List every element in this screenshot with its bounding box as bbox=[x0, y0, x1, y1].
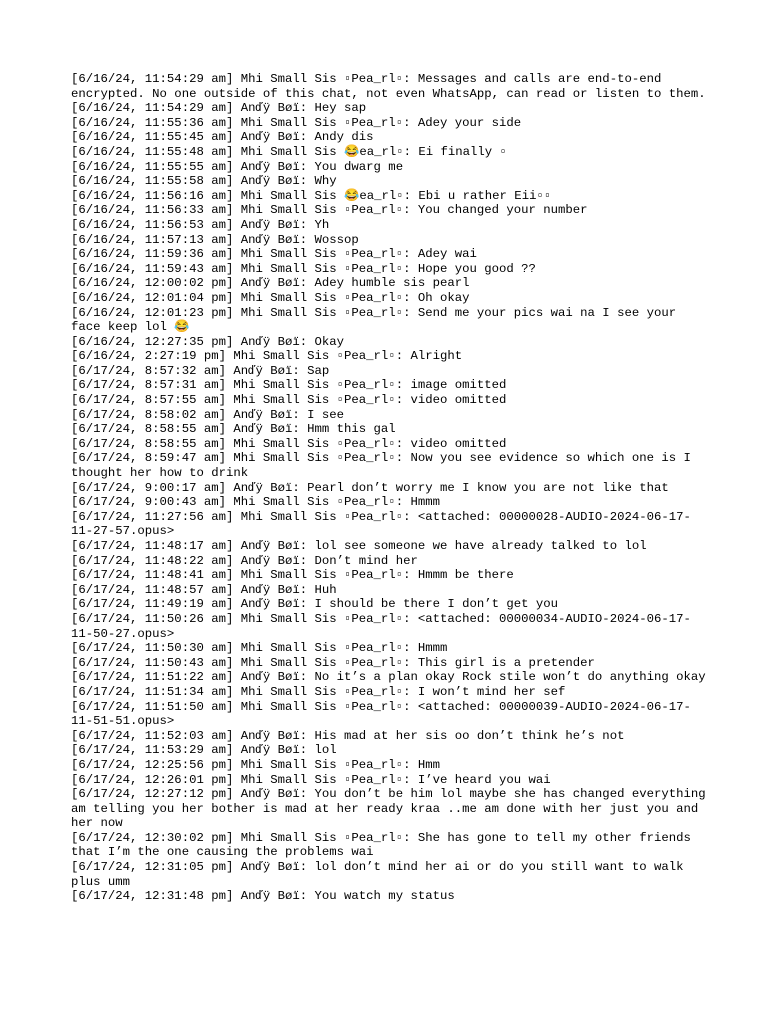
chat-line: [6/17/24, 11:52:03 am] Anďÿ Bøï: His mad at her sis oo don’t think he’s not bbox=[71, 728, 625, 743]
chat-line: [6/16/24, 11:55:48 am] Mhi Small Sis 😂ea_rl▫: Ei finally ▫ bbox=[71, 144, 507, 159]
chat-line: [6/17/24, 11:51:34 am] Mhi Small Sis ▫Pea_rl▫: I won’t mind her sef bbox=[71, 684, 566, 699]
chat-line: [6/17/24, 12:27:12 pm] Anďÿ Bøï: You don’t be him lol maybe she has changed everything am telling you her bother is mad at her ready kraa ..me am done with her just you and her now bbox=[71, 787, 714, 831]
chat-line: [6/16/24, 12:00:02 pm] Anďÿ Bøï: Adey humble sis pearl bbox=[71, 276, 470, 291]
chat-line: [6/16/24, 11:59:36 am] Mhi Small Sis ▫Pea_rl▫: Adey wai bbox=[71, 247, 477, 262]
chat-line: [6/16/24, 11:54:29 am] Anďÿ Bøï: Hey sap bbox=[71, 101, 367, 116]
chat-line: [6/16/24, 11:55:45 am] Anďÿ Bøï: Andy dis bbox=[71, 130, 374, 145]
chat-line: [6/16/24, 11:59:43 am] Mhi Small Sis ▫Pea_rl▫: Hope you good ?? bbox=[71, 261, 536, 276]
chat-line: [6/16/24, 11:56:16 am] Mhi Small Sis 😂ea_rl▫: Ebi u rather Eii▫▫ bbox=[71, 188, 552, 203]
chat-line: [6/17/24, 12:30:02 pm] Mhi Small Sis ▫Pea_rl▫: She has gone to tell my other friends that I’m the one causing the problems wai bbox=[71, 830, 699, 860]
chat-line: [6/17/24, 12:31:48 pm] Anďÿ Bøï: You watch my status bbox=[71, 889, 455, 904]
chat-line: [6/17/24, 11:51:50 am] Mhi Small Sis ▫Pea_rl▫: <attached: 00000039-AUDIO-2024-06-17-11-51-51.opus> bbox=[71, 699, 691, 729]
chat-line: [6/17/24, 11:48:41 am] Mhi Small Sis ▫Pea_rl▫: Hmmm be there bbox=[71, 568, 514, 583]
chat-line: [6/17/24, 12:25:56 pm] Mhi Small Sis ▫Pea_rl▫: Hmm bbox=[71, 757, 440, 772]
chat-line: [6/16/24, 11:55:58 am] Anďÿ Bøï: Why bbox=[71, 174, 337, 189]
chat-line: [6/17/24, 11:53:29 am] Anďÿ Bøï: lol bbox=[71, 743, 337, 758]
chat-line: [6/16/24, 12:01:23 pm] Mhi Small Sis ▫Pea_rl▫: Send me your pics wai na I see your face keep lol 😂 bbox=[71, 305, 684, 335]
chat-line: [6/17/24, 11:27:56 am] Mhi Small Sis ▫Pea_rl▫: <attached: 00000028-AUDIO-2024-06-17-11-27-57.opus> bbox=[71, 509, 691, 539]
chat-line: [6/16/24, 11:55:36 am] Mhi Small Sis ▫Pea_rl▫: Adey your side bbox=[71, 115, 522, 130]
chat-line: [6/17/24, 11:51:22 am] Anďÿ Bøï: No it’s a plan okay Rock stile won’t do anything okay bbox=[71, 670, 706, 685]
chat-line: [6/17/24, 11:49:19 am] Anďÿ Bøï: I should be there I don’t get you bbox=[71, 597, 559, 612]
chat-line: [6/17/24, 11:50:26 am] Mhi Small Sis ▫Pea_rl▫: <attached: 00000034-AUDIO-2024-06-17-11-50-27.opus> bbox=[71, 611, 691, 641]
chat-line: [6/17/24, 11:48:22 am] Anďÿ Bøï: Don’t mind her bbox=[71, 553, 418, 568]
chat-line: [6/17/24, 8:59:47 am] Mhi Small Sis ▫Pea_rl▫: Now you see evidence so which one is I thought her how to drink bbox=[71, 451, 699, 481]
chat-line: [6/16/24, 11:56:53 am] Anďÿ Bøï: Yh bbox=[71, 217, 330, 232]
chat-line: [6/17/24, 11:48:17 am] Anďÿ Bøï: lol see someone we have already talked to lol bbox=[71, 539, 647, 553]
chat-line: [6/17/24, 9:00:17 am] Anďÿ Bøï: Pearl don’t worry me I know you are not like that bbox=[71, 480, 669, 495]
chat-line: [6/16/24, 11:54:29 am] Mhi Small Sis ▫Pea_rl▫: Messages and calls are end-to-end encrypted. No one outside of this chat, not even WhatsApp, can read or listen to them. bbox=[71, 72, 706, 101]
chat-line: [6/17/24, 9:00:43 am] Mhi Small Sis ▫Pea_rl▫: Hmmm bbox=[71, 495, 440, 510]
chat-line: [6/17/24, 8:57:31 am] Mhi Small Sis ▫Pea_rl▫: image omitted bbox=[71, 378, 507, 393]
chat-line: [6/17/24, 8:58:55 am] Anďÿ Bøï: Hmm this gal bbox=[71, 422, 396, 437]
chat-line: [6/17/24, 8:58:55 am] Mhi Small Sis ▫Pea_rl▫: video omitted bbox=[71, 436, 507, 451]
chat-line: [6/16/24, 11:56:33 am] Mhi Small Sis ▫Pea_rl▫: You changed your number bbox=[71, 203, 588, 218]
chat-line: [6/17/24, 8:57:32 am] Anďÿ Bøï: Sap bbox=[71, 363, 330, 378]
chat-line: [6/16/24, 11:55:55 am] Anďÿ Bøï: You dwarg me bbox=[71, 159, 404, 174]
chat-line: [6/17/24, 11:50:30 am] Mhi Small Sis ▫Pea_rl▫: Hmmm bbox=[71, 641, 448, 656]
chat-line: [6/17/24, 12:31:05 pm] Anďÿ Bøï: lol don’t mind her ai or do you still want to walk plus umm bbox=[71, 860, 691, 889]
chat-line: [6/16/24, 11:57:13 am] Anďÿ Bøï: Wossop bbox=[71, 232, 359, 247]
chat-line: [6/17/24, 12:26:01 pm] Mhi Small Sis ▫Pea_rl▫: I’ve heard you wai bbox=[71, 772, 551, 787]
chat-line: [6/16/24, 12:01:04 pm] Mhi Small Sis ▫Pea_rl▫: Oh okay bbox=[71, 290, 470, 305]
chat-line: [6/17/24, 11:48:57 am] Anďÿ Bøï: Huh bbox=[71, 582, 337, 597]
chat-line: [6/16/24, 2:27:19 pm] Mhi Small Sis ▫Pea_rl▫: Alright bbox=[71, 349, 463, 364]
chat-line: [6/17/24, 11:50:43 am] Mhi Small Sis ▫Pea_rl▫: This girl is a pretender bbox=[71, 655, 595, 670]
chat-line: [6/17/24, 8:57:55 am] Mhi Small Sis ▫Pea_rl▫: video omitted bbox=[71, 393, 507, 408]
chat-line: [6/16/24, 12:27:35 pm] Anďÿ Bøï: Okay bbox=[71, 334, 345, 349]
chat-line: [6/17/24, 8:58:02 am] Anďÿ Bøï: I see bbox=[71, 407, 345, 422]
chat-transcript bbox=[71, 72, 714, 904]
